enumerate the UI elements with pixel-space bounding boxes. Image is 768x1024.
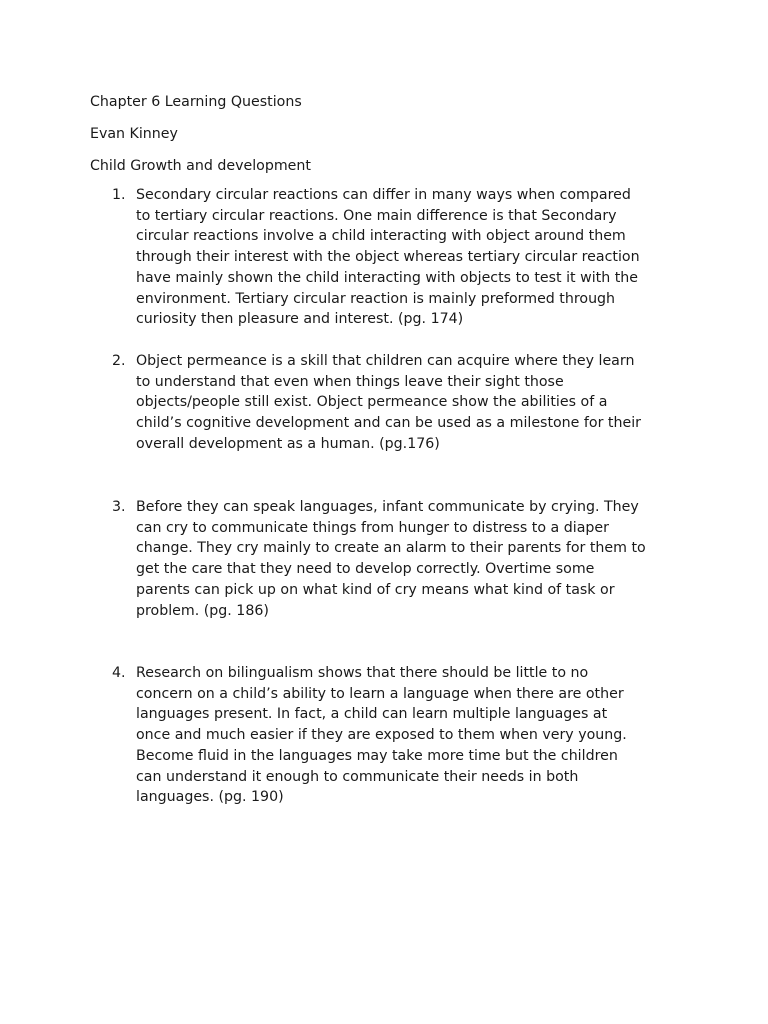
answer-line: Object permeance is a skill that children can acquire where they learn (136, 353, 635, 369)
answer-number: 1. (112, 187, 126, 203)
answer-line: to understand that even when things leave their sight those (136, 373, 564, 390)
answer-number: 4. (112, 665, 126, 681)
answer-line: languages present. In fact, a child can learn multiple languages at (136, 706, 608, 723)
answer-number: 2. (112, 353, 126, 369)
answer-line: can cry to communicate things from hunger to distress to a diaper (136, 519, 609, 536)
answer-line: parents can pick up on what kind of cry means what kind of task or (136, 581, 615, 598)
answer-line: through their interest with the object whereas tertiary circular reaction (136, 249, 640, 266)
course-name: Child Growth and development (90, 158, 311, 174)
answer-line: change. They cry mainly to create an alarm to their parents for them to (136, 540, 646, 557)
answer-line: objects/people still exist. Object permeance show the abilities of a (136, 394, 608, 411)
answer-line: overall development as a human. (pg.176) (136, 435, 440, 452)
answer-number: 3. (112, 499, 126, 515)
answer-line: to tertiary circular reactions. One main difference is that Secondary (136, 207, 617, 224)
document-title: Chapter 6 Learning Questions (90, 94, 302, 110)
answer-line: have mainly shown the child interacting with objects to test it with the (136, 269, 638, 286)
answer-line: curiosity then pleasure and interest. (pg. 174) (136, 311, 464, 328)
answer-line: Before they can speak languages, infant communicate by crying. They (136, 499, 639, 515)
answer-line: Secondary circular reactions can differ in many ways when compared (136, 187, 631, 203)
answer-line: child’s cognitive development and can be used as a milestone for their (136, 415, 641, 432)
answer-text (136, 185, 684, 330)
answer-line: Become fluid in the languages may take more time but the children (136, 747, 618, 764)
answer-text (136, 663, 684, 808)
author-name: Evan Kinney (90, 126, 178, 142)
answer-line: environment. Tertiary circular reaction is mainly preformed through (136, 290, 616, 307)
answer-line: problem. (pg. 186) (136, 602, 269, 619)
answer-line: can understand it enough to communicate their needs in both (136, 768, 579, 785)
answer-line: get the care that they need to develop correctly. Overtime some (136, 561, 595, 578)
answer-text (136, 497, 684, 621)
answer-line: once and much easier if they are exposed to them when very young. (136, 727, 627, 744)
answer-text (136, 351, 684, 455)
answer-line: Research on bilingualism shows that there should be little to no (136, 665, 589, 681)
answer-line: languages. (pg. 190) (136, 789, 284, 806)
answer-line: concern on a child’s ability to learn a language when there are other (136, 685, 624, 702)
answer-line: circular reactions involve a child interacting with object around them (136, 228, 626, 245)
